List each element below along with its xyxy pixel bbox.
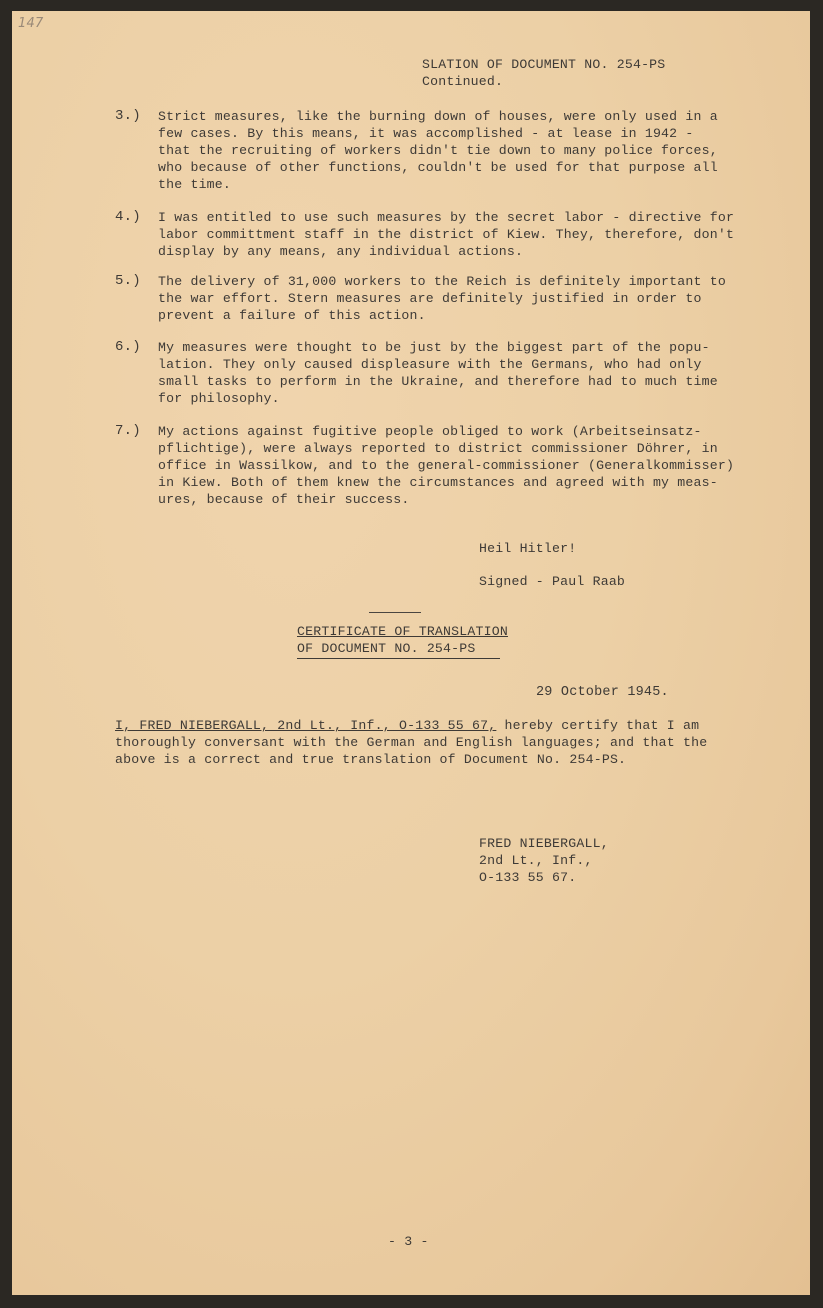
paragraph-number: 7.) [115,423,141,439]
text-line: prevent a failure of this action. [158,308,426,323]
text-line: ures, because of their success. [158,492,410,507]
paragraph-text [158,423,758,508]
text-line: in Kiew. Both of them knew the circumstances and agreed with my meas- [158,475,718,490]
paragraph-number: 4.) [115,209,141,225]
text-line: small tasks to perform in the Ukraine, and therefore had to much time [158,374,718,389]
translator-identification: I, FRED NIEBERGALL, 2nd Lt., Inf., O-133 55 67, [115,718,497,733]
certificate-title [297,623,508,659]
text-line: display by any means, any individual actions. [158,244,524,259]
paragraph-text [158,273,758,324]
certificate-date: 29 October 1945. [536,685,669,700]
paragraph-number: 5.) [115,273,141,289]
text-line: that the recruiting of workers didn't tie down to many police forces, [158,143,718,158]
certificate-divider [369,612,421,613]
header-title: SLATION OF DOCUMENT NO. 254-PS [422,57,666,72]
text-line: labor committment staff in the district of Kiew. They, therefore, don't [158,227,735,242]
text-line: for philosophy. [158,391,280,406]
paragraph-text [158,108,758,193]
signer-rank: 2nd Lt., Inf., [479,853,593,868]
text-line: the war effort. Stern measures are definitely justified in order to [158,291,702,306]
paragraph-text [158,339,758,407]
signer-name: FRED NIEBERGALL, [479,836,609,851]
certification-statement [115,717,735,768]
paragraph-text [158,209,758,260]
paragraph-number: 3.) [115,108,141,124]
text-line: The delivery of 31,000 workers to the Reich is definitely important to [158,274,726,289]
certificate-title-line: OF DOCUMENT NO. 254-PS [297,640,500,659]
text-line: few cases. By this means, it was accomplished - at lease in 1942 - [158,126,694,141]
header-continued: Continued. [422,74,504,89]
text-line: I was entitled to use such measures by the secret labor - directive for [158,210,735,225]
certificate-title-line: CERTIFICATE OF TRANSLATION [297,624,508,639]
text-line: My measures were thought to be just by the biggest part of the popu- [158,340,710,355]
text-line: who because of other functions, couldn't be used for that purpose all [158,160,718,175]
text-line: office in Wassilkow, and to the general-commissioner (Generalkommisser) [158,458,735,473]
document-page [12,11,810,1295]
text-line: hereby certify that I am [496,718,700,733]
signer-serial: O-133 55 67. [479,870,577,885]
text-line: Strict measures, like the burning down of houses, were only used in a [158,109,718,124]
text-line: thoroughly conversant with the German and English languages; and that the [115,735,708,750]
margin-pencil-note: 147 [18,16,44,31]
text-line: the time. [158,177,232,192]
closing-salutation: Heil Hitler! [479,541,577,556]
text-line: My actions against fugitive people obliged to work (Arbeitseinsatz- [158,424,702,439]
signed-line: Signed - Paul Raab [479,574,626,589]
text-line: pflichtige), were always reported to district commissioner Döhrer, in [158,441,718,456]
page-number: - 3 - [388,1234,429,1249]
text-line: above is a correct and true translation of Document No. 254-PS. [115,752,627,767]
text-line: lation. They only caused displeasure with the Germans, who had only [158,357,702,372]
translator-signature-block [479,835,609,886]
page-header [422,56,665,90]
paragraph-number: 6.) [115,339,141,355]
